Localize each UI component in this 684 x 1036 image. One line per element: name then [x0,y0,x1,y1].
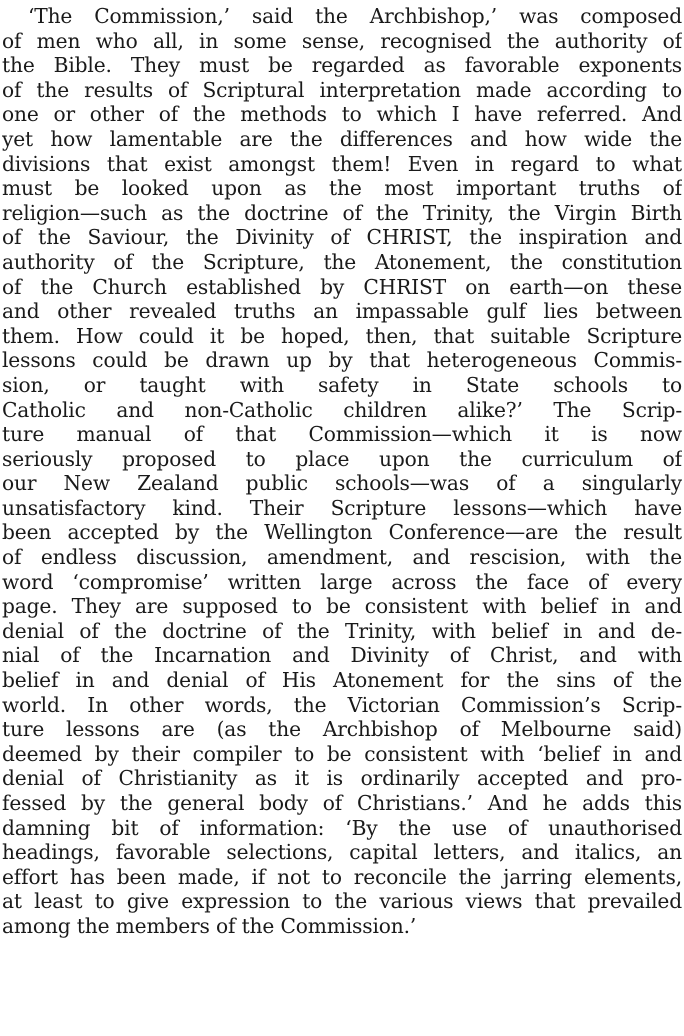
text-line: religion—such as the doctrine of the Trinity, the Virgin Birth [2,200,682,225]
text-line: seriously proposed to place upon the curriculum of [2,446,682,471]
text-line: authority of the Scripture, the Atonement, the constitution [2,249,682,274]
text-line: ‘The Commission,’ said the Archbishop,’ was composed [28,4,682,28]
text-line: ture lessons are (as the Archbishop of Melbourne said) [2,717,682,742]
text-line: unsatisfactory kind. Their Scripture lessons—which have [2,495,682,520]
text-line: been accepted by the Wellington Conference—are the result [2,520,682,545]
text-line: among the members of the Commission.’ [2,913,417,938]
text-line: word ‘compromise’ written large across the face of every [2,569,682,594]
text-line: of the Saviour, the Divinity of CHRIST, the inspiration and [2,225,682,250]
text-line: denial of the doctrine of the Trinity, with belief in and de- [2,618,682,643]
text-line: at least to give expression to the various views that prevailed [2,889,682,914]
text-line: yet how lamentable are the differences and how wide the [2,126,682,151]
text-line: divisions that exist amongst them! Even in regard to what [2,151,682,176]
text-line: the Bible. They must be regarded as favorable exponents [2,53,682,78]
text-line: of the results of Scriptural interpretation made according to [2,77,682,102]
text-line: of the Church established by CHRIST on earth—on these [2,274,682,299]
text-line: world. In other words, the Victorian Commission’s Scrip- [2,692,682,717]
text-line: effort has been made, if not to reconcile the jarring elements, [2,864,682,889]
text-line: ture manual of that Commission—which it is now [2,422,682,447]
article-paragraph [2,4,682,939]
text-line: denial of Christianity as it is ordinarily accepted and pro- [2,766,682,791]
text-line: one or other of the methods to which I have referred. And [2,102,682,127]
text-line: Catholic and non-Catholic children alike?’ The Scrip- [2,397,682,422]
text-line: of men who all, in some sense, recognised the authority of [2,28,682,53]
text-line: fessed by the general body of Christians.’ And he adds this [2,791,682,815]
text-line: our New Zealand public schools—was of a singularly [2,471,682,496]
text-line: them. How could it be hoped, then, that suitable Scripture [2,323,682,348]
text-line: damning bit of information: ‘By the use of unauthorised [2,815,682,840]
text-line: belief in and denial of His Atonement for the sins of the [2,668,682,693]
text-line: sion, or taught with safety in State schools to [2,372,682,397]
text-line: of endless discussion, amendment, and rescision, with the [2,545,682,570]
text-line: headings, favorable selections, capital letters, and italics, an [2,840,682,865]
text-line: nial of the Incarnation and Divinity of Christ, and with [2,643,682,668]
text-line: must be looked upon as the most important truths of [2,176,682,201]
text-line: page. They are supposed to be consistent with belief in and [2,594,682,619]
text-line: deemed by their compiler to be consistent with ‘belief in and [2,741,682,766]
text-line: and other revealed truths an impassable gulf lies between [2,299,682,324]
text-line: lessons could be drawn up by that heterogeneous Commis- [2,348,682,373]
